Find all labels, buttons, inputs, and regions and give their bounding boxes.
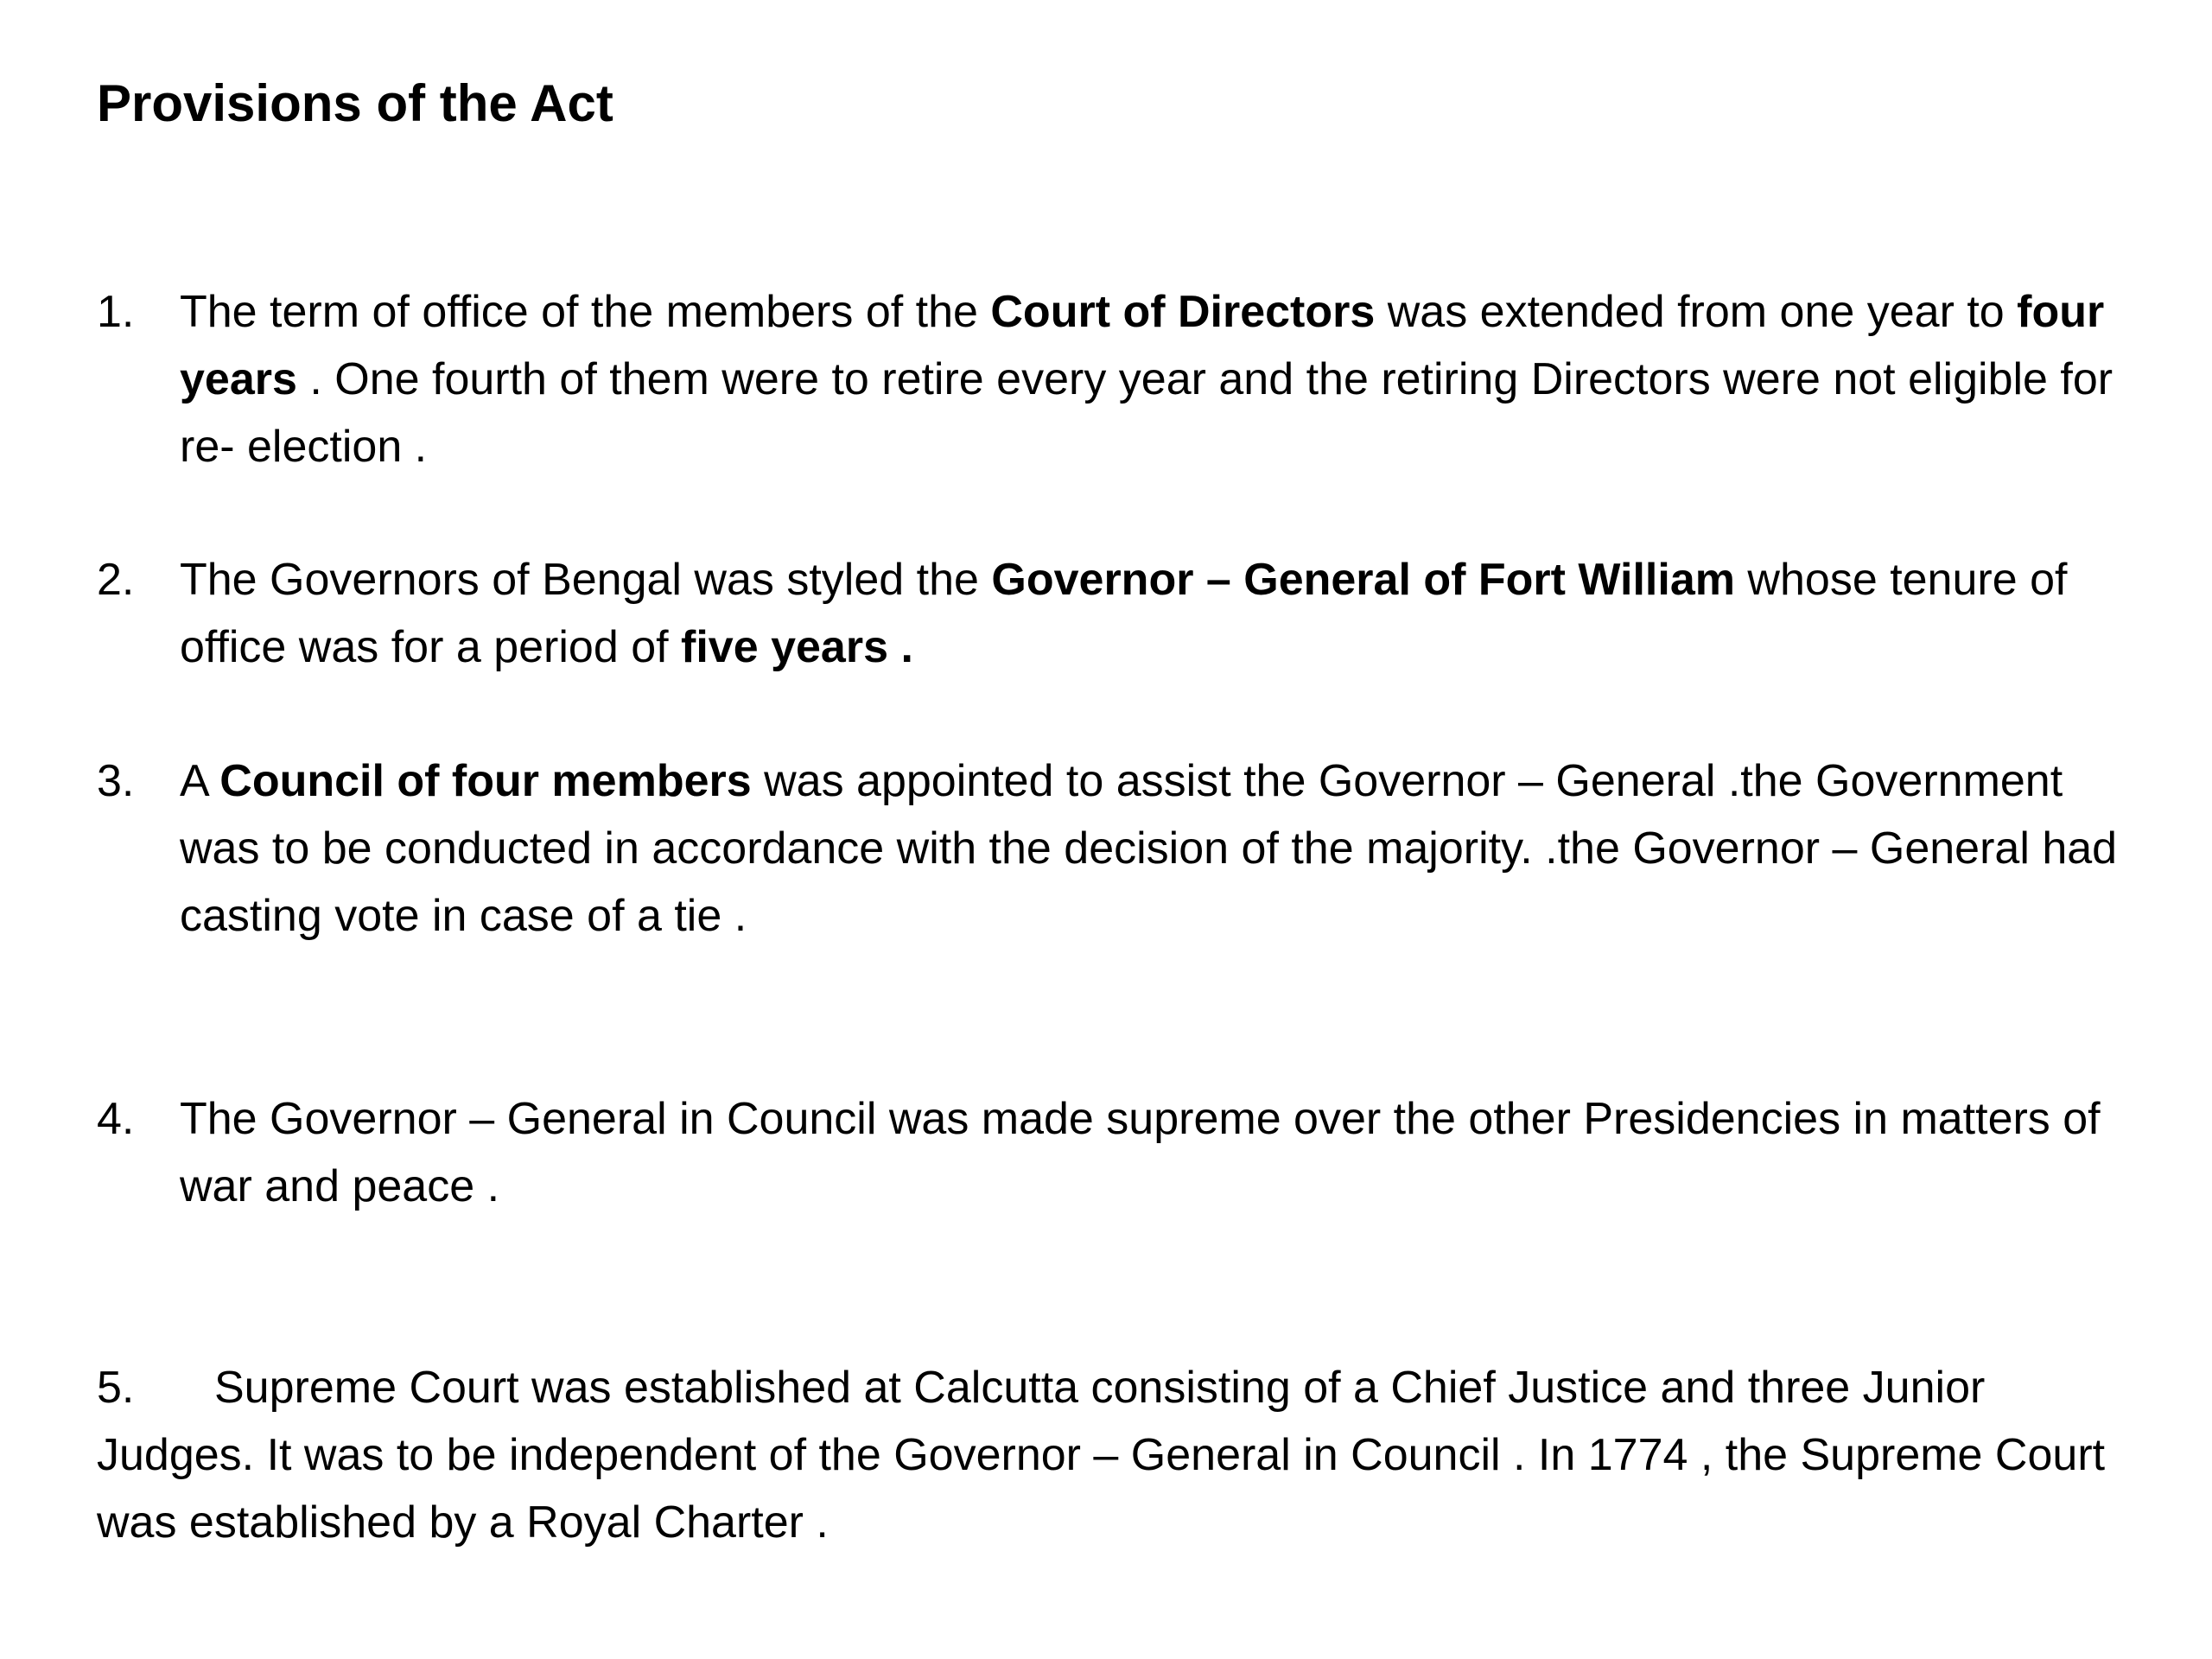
bold-phrase: five years .	[681, 622, 913, 672]
bold-phrase: Governor – General of Fort William	[991, 555, 1735, 605]
list-number: 3.	[97, 756, 135, 806]
bold-phrase: Council of four members	[219, 756, 752, 806]
list-item-text: The Governors of Bengal was styled the Governor – General of Fort William whose tenure of office was for a period of five years .	[180, 555, 2068, 672]
list-item-4	[97, 1085, 2119, 1220]
list-item-1	[97, 278, 2119, 480]
list-item-text: A Council of four members was appointed to assist the Governor – General .the Government was to be conducted in accordance with the decision of the majority. .the Governor – General had casting vote in case of a tie .	[180, 756, 2118, 941]
list-number: 4.	[97, 1094, 135, 1144]
list-item-text: The Governor – General in Council was made supreme over the other Presidencies in matters of war and peace .	[180, 1094, 2101, 1211]
slide-title: Provisions of the Act	[97, 74, 613, 132]
list-number: 5.	[97, 1363, 135, 1413]
list-number: 1.	[97, 287, 135, 337]
list-item-text: Supreme Court was established at Calcutta consisting of a Chief Justice and three Junior Judges. It was to be independent of the Governor – General in Council . In 1774 , the Supreme Court was established by a Royal Charter .	[97, 1363, 2106, 1548]
list-item-3	[97, 747, 2119, 950]
list-item-text: The term of office of the members of the Court of Directors was extended from one year to four years . One fourth of them were to retire every year and the retiring Directors were not eligible for re- election .	[180, 287, 2113, 472]
list-item-2	[97, 546, 2119, 681]
bold-phrase: four years	[180, 287, 2105, 404]
list-item-5	[97, 1354, 2119, 1556]
list-number: 2.	[97, 555, 135, 605]
bold-phrase: Court of Directors	[990, 287, 1376, 337]
